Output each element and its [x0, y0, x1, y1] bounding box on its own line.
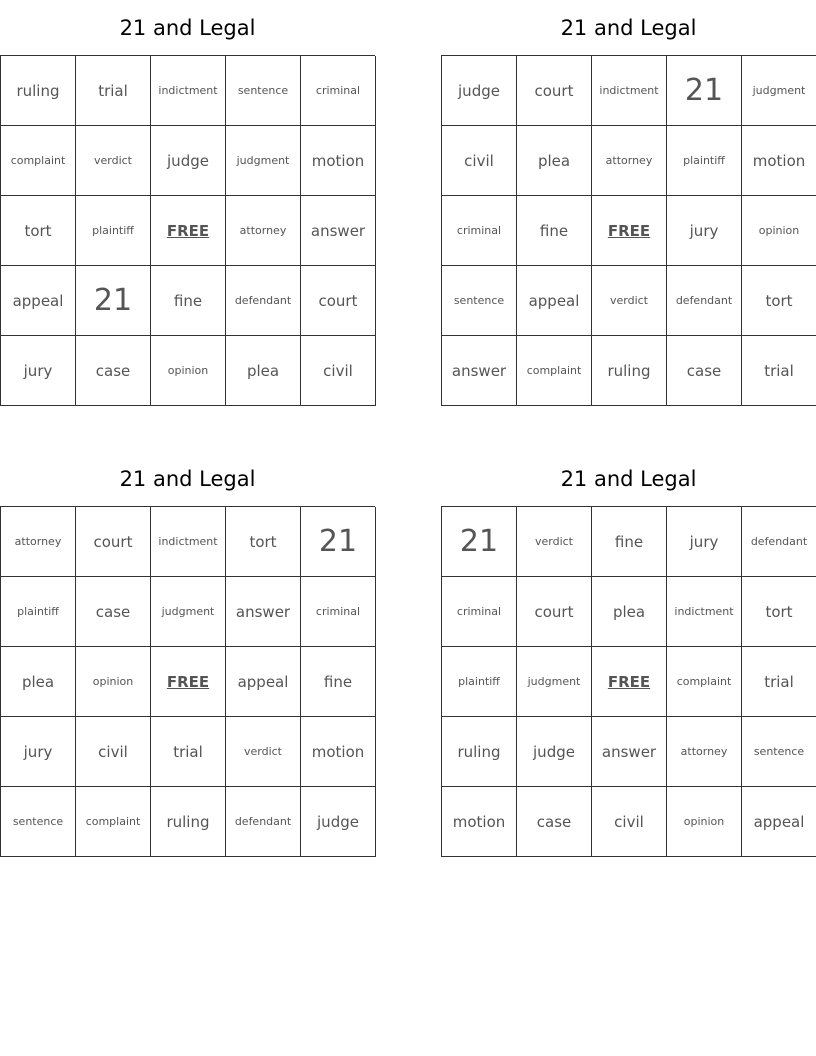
- card-title: 21 and Legal: [560, 466, 697, 491]
- bingo-cell: fine: [517, 196, 592, 266]
- bingo-cell: judgment: [742, 56, 816, 126]
- bingo-cell: verdict: [226, 717, 301, 787]
- bingo-cell: case: [517, 787, 592, 857]
- bingo-cell: 21: [442, 507, 517, 577]
- bingo-cell: sentence: [742, 717, 816, 787]
- bingo-cell: judgment: [226, 126, 301, 196]
- bingo-cell: motion: [301, 126, 376, 196]
- bingo-cell: judge: [151, 126, 226, 196]
- bingo-cell: 21: [76, 266, 151, 336]
- bingo-cell: trial: [76, 56, 151, 126]
- bingo-cell: answer: [442, 336, 517, 406]
- bingo-cell: trial: [742, 647, 816, 717]
- bingo-cell: judgment: [517, 647, 592, 717]
- bingo-cell: jury: [1, 717, 76, 787]
- free-space: FREE: [592, 196, 667, 266]
- bingo-cell: sentence: [442, 266, 517, 336]
- bingo-card-4: [441, 451, 816, 857]
- bingo-cell: tort: [742, 577, 816, 647]
- bingo-grid: [441, 55, 816, 406]
- bingo-cell: trial: [742, 336, 816, 406]
- bingo-cell: judge: [517, 717, 592, 787]
- bingo-cell: answer: [592, 717, 667, 787]
- bingo-cell: court: [76, 507, 151, 577]
- bingo-cell: motion: [742, 126, 816, 196]
- bingo-grid: [0, 506, 375, 857]
- bingo-cell: 21: [667, 56, 742, 126]
- bingo-grid: [0, 55, 375, 406]
- bingo-cell: plea: [226, 336, 301, 406]
- bingo-cell: indictment: [667, 577, 742, 647]
- bingo-cell: criminal: [442, 196, 517, 266]
- bingo-cell: court: [517, 56, 592, 126]
- bingo-cell: court: [301, 266, 376, 336]
- bingo-cell: jury: [667, 507, 742, 577]
- bingo-cell: judge: [442, 56, 517, 126]
- bingo-cell: 21: [301, 507, 376, 577]
- bingo-cell: verdict: [76, 126, 151, 196]
- bingo-cell: plea: [1, 647, 76, 717]
- bingo-cell: criminal: [301, 577, 376, 647]
- bingo-cell: trial: [151, 717, 226, 787]
- bingo-cell: ruling: [592, 336, 667, 406]
- bingo-cell: tort: [226, 507, 301, 577]
- bingo-cell: attorney: [592, 126, 667, 196]
- bingo-cell: civil: [592, 787, 667, 857]
- bingo-cell: case: [667, 336, 742, 406]
- bingo-cell: ruling: [1, 56, 76, 126]
- bingo-cell: criminal: [301, 56, 376, 126]
- bingo-cell: fine: [301, 647, 376, 717]
- bingo-cell: defendant: [742, 507, 816, 577]
- bingo-cell: indictment: [592, 56, 667, 126]
- bingo-cell: appeal: [517, 266, 592, 336]
- bingo-cell: verdict: [517, 507, 592, 577]
- bingo-cell: court: [517, 577, 592, 647]
- bingo-cell: indictment: [151, 56, 226, 126]
- bingo-cell: complaint: [1, 126, 76, 196]
- bingo-cell: fine: [592, 507, 667, 577]
- bingo-cell: judge: [301, 787, 376, 857]
- free-space: FREE: [151, 196, 226, 266]
- bingo-cell: plaintiff: [76, 196, 151, 266]
- bingo-cell: answer: [301, 196, 376, 266]
- bingo-cell: ruling: [442, 717, 517, 787]
- bingo-card-1: [0, 0, 375, 406]
- bingo-cell: fine: [151, 266, 226, 336]
- bingo-card-2: [441, 0, 816, 406]
- bingo-cell: plaintiff: [442, 647, 517, 717]
- free-space: FREE: [592, 647, 667, 717]
- free-space: FREE: [151, 647, 226, 717]
- bingo-cell: complaint: [76, 787, 151, 857]
- bingo-cell: tort: [1, 196, 76, 266]
- bingo-cell: attorney: [1, 507, 76, 577]
- bingo-cell: defendant: [226, 266, 301, 336]
- bingo-card-3: [0, 451, 375, 857]
- bingo-cell: civil: [76, 717, 151, 787]
- bingo-cell: sentence: [226, 56, 301, 126]
- bingo-cell: plea: [517, 126, 592, 196]
- bingo-cell: civil: [301, 336, 376, 406]
- bingo-cell: answer: [226, 577, 301, 647]
- card-title: 21 and Legal: [119, 466, 256, 491]
- bingo-cell: ruling: [151, 787, 226, 857]
- bingo-cell: judgment: [151, 577, 226, 647]
- bingo-cell: motion: [301, 717, 376, 787]
- bingo-cell: case: [76, 336, 151, 406]
- bingo-cell: indictment: [151, 507, 226, 577]
- bingo-cell: appeal: [1, 266, 76, 336]
- bingo-cell: tort: [742, 266, 816, 336]
- bingo-cell: case: [76, 577, 151, 647]
- bingo-cell: plaintiff: [1, 577, 76, 647]
- bingo-cell: jury: [667, 196, 742, 266]
- bingo-cell: appeal: [226, 647, 301, 717]
- bingo-cell: opinion: [151, 336, 226, 406]
- bingo-cell: defendant: [226, 787, 301, 857]
- bingo-cell: defendant: [667, 266, 742, 336]
- bingo-cell: attorney: [226, 196, 301, 266]
- bingo-cell: jury: [1, 336, 76, 406]
- bingo-cell: complaint: [667, 647, 742, 717]
- card-title: 21 and Legal: [119, 15, 256, 40]
- bingo-cell: appeal: [742, 787, 816, 857]
- bingo-cell: opinion: [76, 647, 151, 717]
- bingo-cell: sentence: [1, 787, 76, 857]
- bingo-cell: opinion: [667, 787, 742, 857]
- bingo-cell: plea: [592, 577, 667, 647]
- bingo-cell: opinion: [742, 196, 816, 266]
- bingo-cell: attorney: [667, 717, 742, 787]
- bingo-cell: plaintiff: [667, 126, 742, 196]
- bingo-cell: complaint: [517, 336, 592, 406]
- bingo-cell: civil: [442, 126, 517, 196]
- bingo-cell: motion: [442, 787, 517, 857]
- bingo-cell: verdict: [592, 266, 667, 336]
- card-title: 21 and Legal: [560, 15, 697, 40]
- bingo-grid: [441, 506, 816, 857]
- bingo-cell: criminal: [442, 577, 517, 647]
